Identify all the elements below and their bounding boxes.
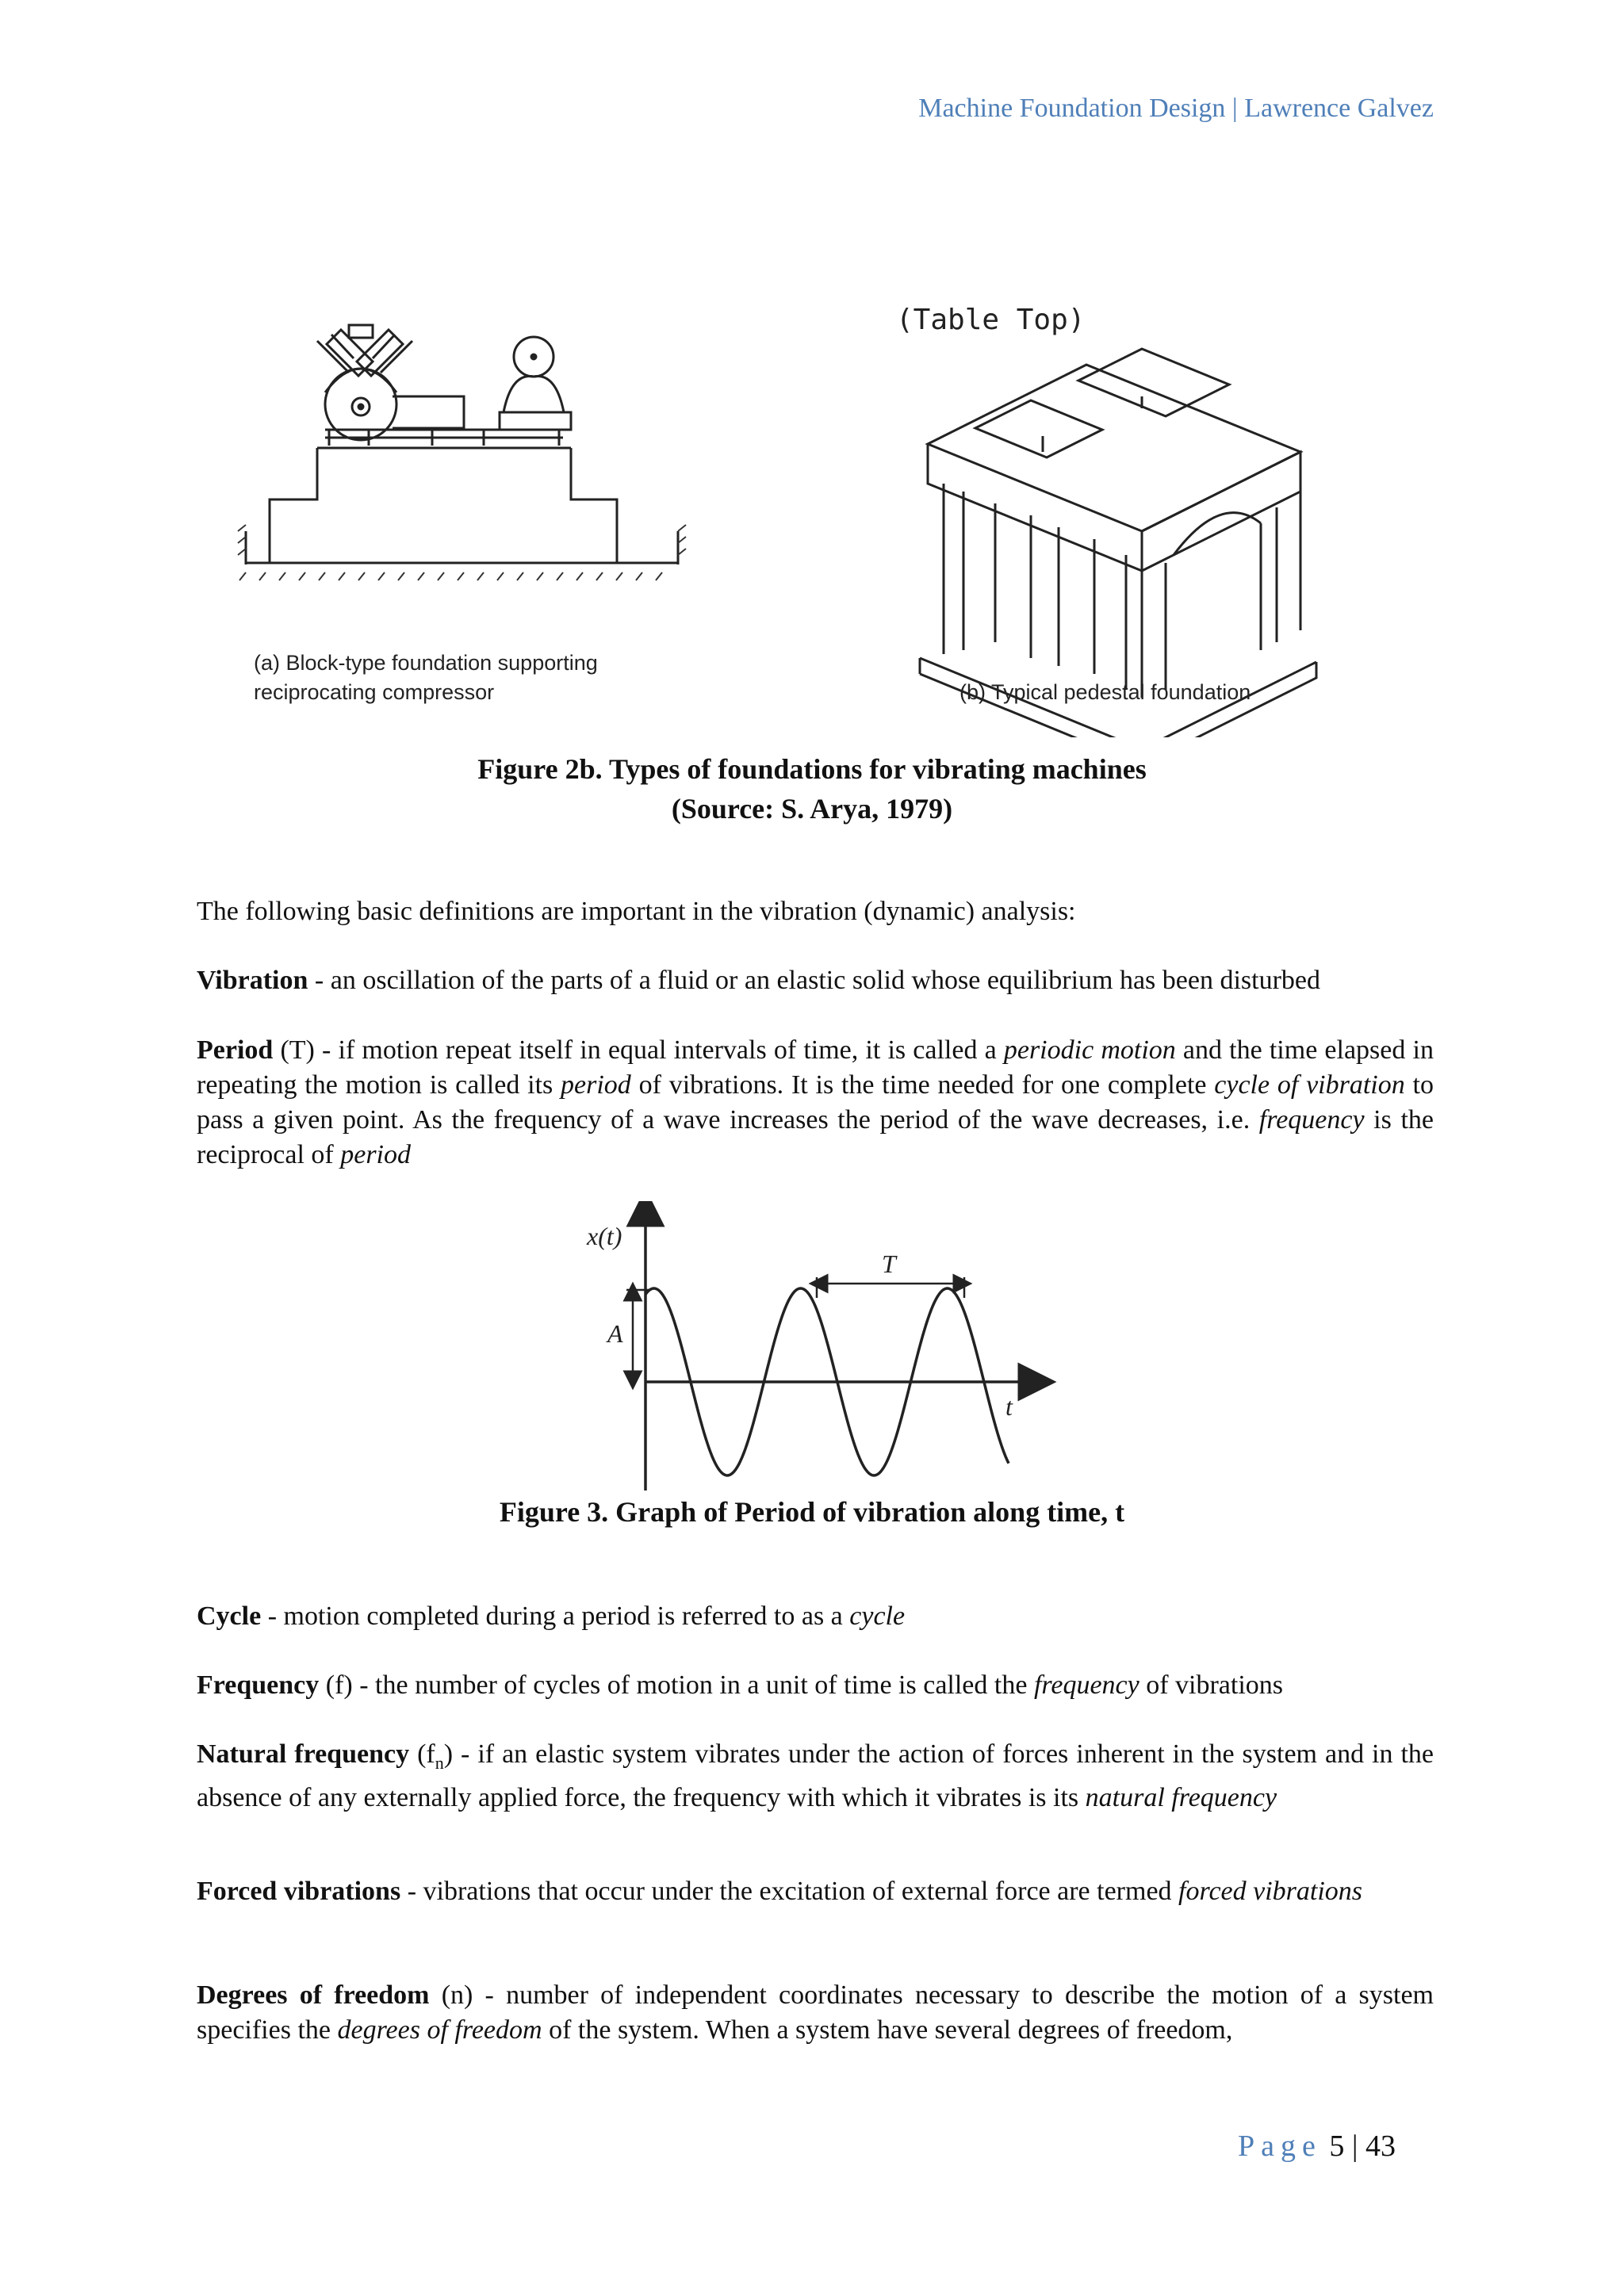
period-text-5: is the reciprocal of xyxy=(197,1105,1434,1169)
definition-frequency xyxy=(197,1668,1434,1703)
natural-text-1: (f xyxy=(409,1739,435,1769)
term-cycle: Cycle xyxy=(197,1601,262,1631)
term-vibration: Vibration xyxy=(197,966,308,995)
figure-2b-caption-line2: (Source: S. Arya, 1979) xyxy=(671,793,953,825)
cycle-italic-1: cycle xyxy=(849,1601,906,1631)
definition-period xyxy=(197,1033,1434,1173)
natural-italic-1: natural frequency xyxy=(1085,1782,1277,1812)
block-foundation-illustration xyxy=(230,293,706,737)
definition-forced-vibrations xyxy=(197,1874,1434,1909)
definition-vibration xyxy=(197,963,1434,998)
page-number: 5 | 43 xyxy=(1329,2130,1396,2163)
period-italic-4: frequency xyxy=(1258,1105,1365,1135)
vibration-text: - an oscillation of the parts of a fluid or an elastic solid whose equilibrium has been disturbed xyxy=(308,966,1320,995)
figure-3-period-graph xyxy=(571,1201,1063,1494)
figure-2b-caption-line1: Figure 2b. Types of foundations for vibrating machines xyxy=(477,753,1147,785)
frequency-text-1: (f) - the number of cycles of motion in a unit of time is called the xyxy=(319,1670,1034,1700)
term-natural-frequency: Natural frequency xyxy=(197,1739,410,1769)
panel-a-label-line1: (a) Block-type foundation supporting xyxy=(254,651,598,675)
definition-natural-frequency xyxy=(197,1737,1434,1816)
period-italic-5: period xyxy=(340,1140,412,1169)
dof-text-1: (n) - number of independent coordinates necessary to describe the motion of a system specifies the xyxy=(197,1980,1434,2045)
natural-text-2: ) - if an elastic system vibrates under the action of forces inherent in the system and in the absence of any externally applied force, the frequency with which it vibrates is its xyxy=(197,1739,1434,1812)
term-degrees-of-freedom: Degrees of freedom xyxy=(197,1980,430,2010)
definition-cycle xyxy=(197,1599,1434,1634)
term-forced-vibrations: Forced vibrations xyxy=(197,1877,401,1906)
period-italic-2: period xyxy=(561,1070,631,1100)
cycle-text-1: - motion completed during a period is referred to as a xyxy=(261,1601,850,1631)
period-italic-3: cycle of vibration xyxy=(1214,1070,1405,1100)
period-text-3: of vibrations. It is the time needed for one complete xyxy=(630,1070,1215,1100)
period-text-2: and the time elapsed in repeating the motion is called its xyxy=(197,1035,1434,1100)
definition-degrees-of-freedom xyxy=(197,1978,1434,2048)
pedestal-foundation-illustration xyxy=(864,293,1388,737)
natural-subscript: n xyxy=(435,1752,444,1773)
dof-italic-1: degrees of freedom xyxy=(337,2015,542,2045)
figure-3-caption: Figure 3. Graph of Period of vibration along time, t xyxy=(499,1496,1125,1528)
period-italic-1: periodic motion xyxy=(1003,1035,1176,1065)
x-axis-label: t xyxy=(1005,1392,1013,1421)
running-header: Machine Foundation Design | Lawrence Galvez xyxy=(918,94,1434,123)
panel-b-label: (b) Typical pedestal foundation xyxy=(959,680,1251,704)
frequency-italic-1: frequency xyxy=(1033,1670,1139,1700)
page-word: Page xyxy=(1238,2130,1322,2163)
period-label: T xyxy=(882,1249,896,1278)
forced-text-1: - vibrations that occur under the excitation of external force are termed xyxy=(400,1877,1179,1906)
term-frequency: Frequency xyxy=(197,1670,320,1700)
dof-text-2: of the system. When a system have several degrees of freedom, xyxy=(542,2015,1233,2045)
intro-paragraph: The following basic definitions are important in the vibration (dynamic) analysis: xyxy=(197,897,1076,926)
forced-italic-1: forced vibrations xyxy=(1178,1877,1363,1906)
term-period: Period xyxy=(197,1035,274,1065)
frequency-text-2: of vibrations xyxy=(1139,1670,1284,1700)
period-text-1: (T) - if motion repeat itself in equal intervals of time, it is called a xyxy=(273,1035,1004,1065)
panel-a-label-line2: reciprocating compressor xyxy=(254,680,495,704)
y-axis-label: x(t) xyxy=(587,1222,622,1250)
figure-2b xyxy=(230,293,1388,737)
amplitude-label: A xyxy=(607,1319,623,1348)
period-text-4: to pass a given point. As the frequency of a wave increases the period of the wave decreases, i.e. xyxy=(197,1070,1434,1135)
panel-b-title: (Table Top) xyxy=(896,304,1086,336)
page-footer xyxy=(1110,2129,1396,2164)
